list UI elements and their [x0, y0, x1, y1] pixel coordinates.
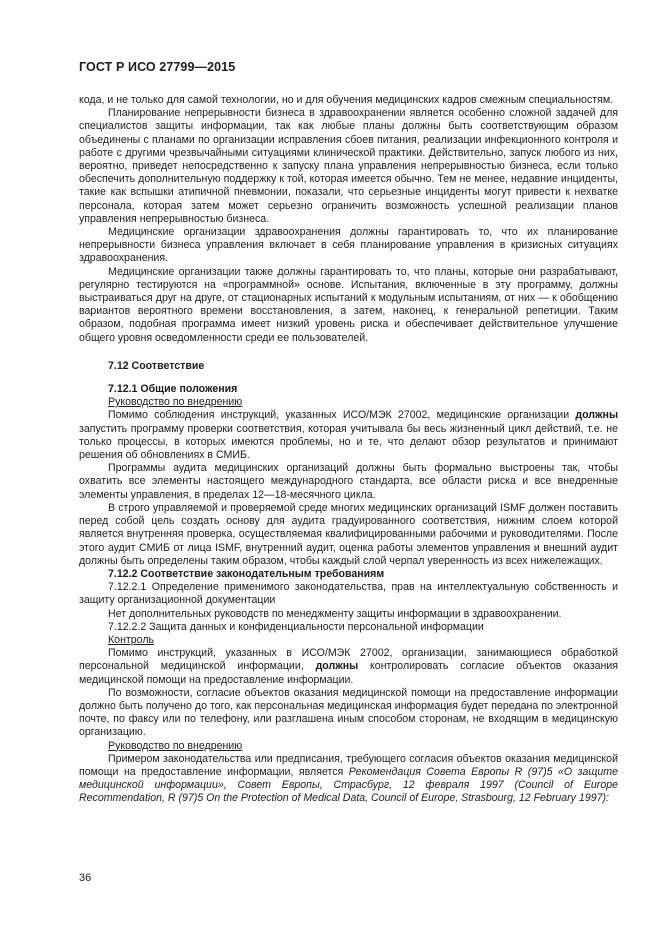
subsection-heading: 7.12.1 Общие положения — [108, 383, 238, 396]
document-header: ГОСТ Р ИСО 27799—2015 — [79, 60, 236, 74]
control-label: Контроль — [108, 633, 155, 646]
subsection-heading: 7.12.2 Соответствие законодательным требованиям — [108, 567, 385, 580]
paragraph: 7.12.2.2 Защита данных и конфиденциальности персональной информации — [108, 620, 484, 633]
paragraph: По возможности, согласие объектов оказания медицинской помощи на предоставление информации должно быть получено до того, как персональная медицинская информация будет передана по электронной почте, по факсу или по телефону, или разглашена иным способом сторонам, не входящим в медицинскую организацию. — [79, 686, 618, 739]
paragraph: Медицинские организации также должны гарантировать то, что планы, которые они разрабатывают, регулярно тестируются на «программной» основе. Испытания, включенные в эту программу, должны выстраиваться друг на друге, от стационарных испытаний к модульным испытаниям, от них — к обобщению вариантов вероятного времени восстановления, а затем, наконец, к генеральной репетиции. Таким образом, подобная программа имеет низкий уровень риска и обеспечивает действительное улучшение общего уровня осведомленности среди ее пользователей. — [79, 265, 618, 344]
paragraph: кода, и не только для самой технологии, но и для обучения медицинских кадров смежным специальностям. — [79, 94, 614, 106]
guidance-label: Руководство по внедрению — [108, 396, 243, 409]
paragraph: Медицинские организации здравоохранения должны гарантировать то, что их планирование непрерывности бизнеса управления включает в себя планирование управления в кризисных ситуациях здравоохранения. — [79, 226, 618, 265]
guidance-label: Руководство по внедрению — [108, 739, 243, 752]
paragraph: Программы аудита медицинских организаций должны быть формально выстроены так, чтобы охватить все элементы настоящего международного стандарта, все области риска и все внедренные элементы управления, в пределах 12—18-месячного цикла. — [79, 462, 618, 501]
paragraph: 7.12.2.1 Определение применимого законодательства, прав на интеллектуальную собственность и защиту организационной документации — [79, 581, 618, 607]
document-body — [79, 94, 618, 806]
paragraph: В строго управляемой и проверяемой среде многих медицинских организаций ISMF должен поставить перед собой цель создать основу для аудита градуированного соответствия, нижним слоем которой является внутренняя проверка, осуществляемая квалифицированными рабочими и руководителями. После этого аудит СМИБ от лица ISMF, внутренний аудит, оценка работы элементов управления и внешний аудит должны быть определены таким образом, чтобы каждый слой черпал уверенность из всех нижележащих. — [79, 501, 618, 567]
paragraph: Помимо инструкций, указанных в ИСО/МЭК 27002, организации, занимающиеся обработкой персональной медицинской информации, должны контролировать согласие объектов оказания медицинской помощи на предоставление информации. — [79, 647, 618, 686]
section-heading: 7.12 Соответствие — [108, 359, 205, 372]
paragraph: Помимо соблюдения инструкций, указанных ИСО/МЭК 27002, медицинские организации должны запустить программу проверки соответствия, которая учитывала бы весь жизненный цикл действий, т.е. не только процессы, в которых имеются проблемы, но и те, что делают обзор результатов и принимают решения об обновлениях в СМИБ. — [79, 409, 618, 462]
page-number: 36 — [79, 872, 92, 884]
paragraph: Планирование непрерывности бизнеса в здравоохранении является особенно сложной задачей для специалистов защиты информации, так как любые планы должны быть соответствующим образом объединены с планами по организации исправления сбоев питания, реализации инфекционного контроля и работе с другими чрезвычайными ситуациями клинической практики. Действительно, запуск любого из них, вероятно, приведет непосредственно к запуску плана управления непрерывностью бизнеса, если только обеспечить дополнительную поддержку к той, которая имеется обычно. Тем не менее, недавние инциденты, такие как вспышки атипичной пневмонии, показали, что серьезные инциденты могут привести к нехватке персонала, которая затем может серьезно ограничить возможность успешной реализации планов управления непрерывностью бизнеса. — [79, 107, 618, 225]
paragraph: Нет дополнительных руководств по менеджменту защиты информации в здравоохранении. — [108, 607, 562, 620]
paragraph: Примером законодательства или предписания, требующего согласия объектов оказания медицинской помощи на предоставление информации, является Рекомендация Совета Европы R (97)5 «О защите медицинской информации», Совет Европы, Страсбург, 12 февраля 1997 (Council of Europe Recommendation, R (97)5 On the Protection of Medical Data, Council of Europe, Strasbourg, 12 February 1997): — [79, 752, 619, 805]
